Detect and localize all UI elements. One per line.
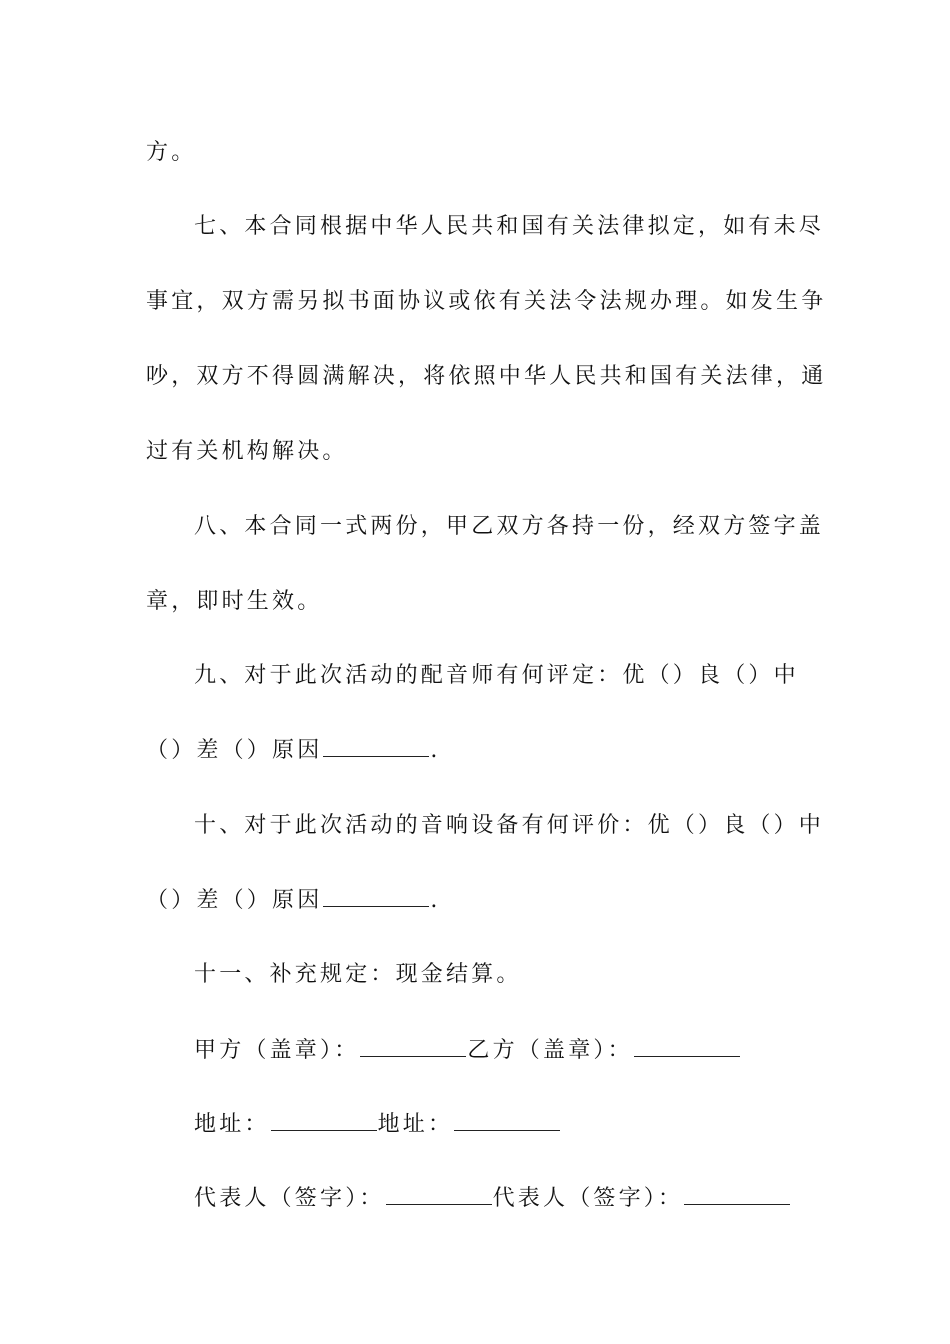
text-line: 过有关机构解决。	[146, 439, 348, 464]
party-a-representative-blank[interactable]	[386, 1186, 492, 1205]
clause-7: 七、本合同根据中华人民共和国有关法律拟定，如有未尽	[194, 214, 825, 239]
party-a-seal-blank[interactable]	[360, 1038, 466, 1057]
clause-10: 十、对于此次活动的音响设备有何评价：优（）良（）中	[194, 813, 825, 838]
address-line: 地址： 地址：	[194, 1110, 854, 1140]
text-line: （）差（）原因 .	[146, 738, 441, 763]
clause-8: 八、本合同一式两份，甲乙双方各持一份，经双方签字盖	[194, 514, 825, 539]
clause-11: 十一、补充规定：现金结算。	[194, 962, 522, 987]
party-b-address-blank[interactable]	[454, 1112, 560, 1131]
reason-blank[interactable]	[323, 738, 429, 757]
representative-line: 代表人（签字）： 代表人（签字）：	[194, 1184, 854, 1214]
text-line: 方。	[146, 140, 197, 165]
party-b-seal-blank[interactable]	[634, 1038, 740, 1057]
party-a-address-blank[interactable]	[271, 1112, 377, 1131]
reason-blank[interactable]	[323, 888, 429, 907]
party-b-representative-blank[interactable]	[684, 1186, 790, 1205]
clause-9: 九、对于此次活动的配音师有何评定：优（）良（）中	[194, 663, 799, 688]
party-seal-line: 甲方（盖章）： 乙方（盖章）：	[194, 1036, 854, 1066]
text-line: （）差（）原因 .	[146, 888, 441, 913]
text-line: 章，即时生效。	[146, 589, 323, 614]
text-line: 事宜，双方需另拟书面协议或依有关法令法规办理。如发生争	[146, 289, 827, 314]
text-line: 吵，双方不得圆满解决，将依照中华人民共和国有关法律，通	[146, 364, 827, 389]
